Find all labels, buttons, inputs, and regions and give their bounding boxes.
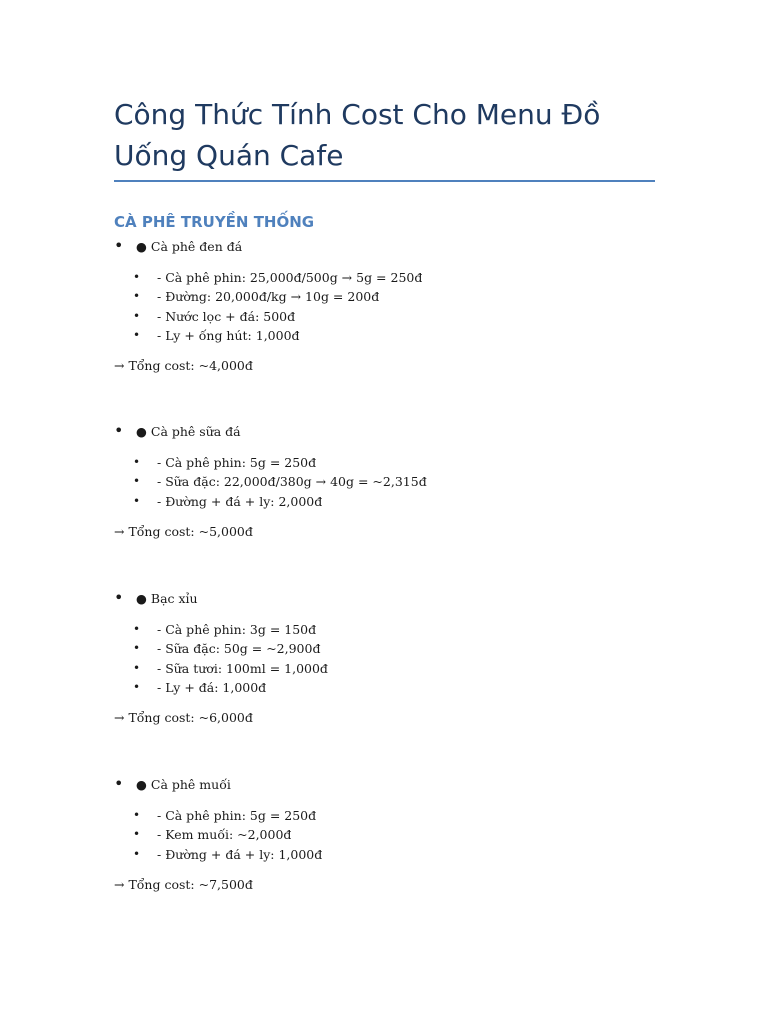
ingredient-text: - Cà phê phin: 5g = 250đ bbox=[157, 808, 317, 823]
page-title: Công Thức Tính Cost Cho Menu Đồ Uống Quán Cafe bbox=[114, 98, 601, 172]
bullet-icon: • bbox=[133, 474, 141, 489]
ingredient-text: - Cà phê phin: 3g = 150đ bbox=[157, 622, 317, 637]
ingredient-text: - Sữa đặc: 50g = ~2,900đ bbox=[157, 641, 321, 657]
ingredient-item bbox=[114, 268, 714, 287]
ingredient-text: - Đường: 20,000đ/kg → 10g = 200đ bbox=[157, 289, 380, 305]
bullet-icon: • bbox=[133, 493, 141, 508]
drink-name: ● Cà phê sữa đá bbox=[136, 424, 241, 439]
ingredient-list bbox=[114, 806, 714, 864]
ingredient-text: - Cà phê phin: 25,000đ/500g → 5g = 250đ bbox=[157, 270, 423, 285]
ingredient-list bbox=[114, 268, 714, 345]
total-cost: → Tổng cost: ~7,500đ bbox=[114, 876, 253, 892]
bullet-icon: • bbox=[133, 455, 141, 469]
bullet-icon: • bbox=[114, 421, 124, 440]
drink-header bbox=[114, 775, 714, 795]
drink-header bbox=[114, 422, 714, 442]
ingredient-text: - Kem muối: ~2,000đ bbox=[157, 827, 292, 843]
ingredient-text: - Sữa đặc: 22,000đ/380g → 40g = ~2,315đ bbox=[157, 474, 427, 490]
ingredient-text: - Nước lọc + đá: 500đ bbox=[157, 308, 296, 324]
drink-item bbox=[114, 588, 714, 726]
drink-header bbox=[114, 589, 714, 609]
drink-item bbox=[114, 421, 714, 539]
ingredient-list bbox=[114, 453, 714, 511]
bullet-icon: • bbox=[133, 679, 141, 694]
ingredient-text: - Sữa tươi: 100ml = 1,000đ bbox=[157, 660, 328, 676]
drink-name: ● Cà phê đen đá bbox=[136, 239, 243, 254]
ingredient-item bbox=[114, 639, 714, 658]
bullet-icon: • bbox=[133, 308, 141, 323]
drink-name: ● Cà phê muối bbox=[136, 777, 231, 792]
ingredient-text: - Cà phê phin: 5g = 250đ bbox=[157, 455, 317, 470]
bullet-icon: • bbox=[114, 588, 124, 607]
ingredient-item bbox=[114, 678, 714, 697]
ingredient-text: - Ly + ống hút: 1,000đ bbox=[157, 327, 300, 343]
bullet-icon: • bbox=[133, 641, 141, 656]
bullet-icon: • bbox=[133, 660, 141, 675]
bullet-icon: • bbox=[133, 270, 141, 284]
drink-item bbox=[114, 774, 714, 892]
ingredient-item bbox=[114, 659, 714, 678]
ingredient-item bbox=[114, 307, 714, 326]
bullet-icon: • bbox=[133, 827, 141, 842]
ingredient-item bbox=[114, 806, 714, 825]
ingredient-list bbox=[114, 620, 714, 697]
total-cost: → Tổng cost: ~6,000đ bbox=[114, 710, 253, 726]
bullet-icon: • bbox=[114, 236, 124, 255]
drink-name: ● Bạc xỉu bbox=[136, 591, 198, 606]
ingredient-text: - Đường + đá + ly: 2,000đ bbox=[157, 493, 323, 509]
bullet-icon: • bbox=[133, 327, 141, 342]
drink-header bbox=[114, 237, 714, 257]
bullet-icon: • bbox=[133, 846, 141, 861]
ingredient-text: - Đường + đá + ly: 1,000đ bbox=[157, 846, 323, 862]
ingredient-item bbox=[114, 492, 714, 511]
total-cost: → Tổng cost: ~5,000đ bbox=[114, 523, 253, 539]
title-underline bbox=[114, 180, 655, 182]
ingredient-item bbox=[114, 472, 714, 491]
ingredient-item bbox=[114, 845, 714, 864]
ingredient-item bbox=[114, 287, 714, 306]
bullet-icon: • bbox=[114, 774, 124, 793]
ingredient-item bbox=[114, 453, 714, 472]
ingredient-text: - Ly + đá: 1,000đ bbox=[157, 679, 267, 695]
drink-item bbox=[114, 236, 714, 374]
section-heading: CÀ PHÊ TRUYỀN THỐNG bbox=[114, 213, 315, 231]
bullet-icon: • bbox=[133, 622, 141, 636]
ingredient-item bbox=[114, 825, 714, 844]
ingredient-item bbox=[114, 326, 714, 345]
ingredient-item bbox=[114, 620, 714, 639]
bullet-icon: • bbox=[133, 808, 141, 822]
bullet-icon: • bbox=[133, 289, 141, 304]
total-cost: → Tổng cost: ~4,000đ bbox=[114, 358, 253, 374]
